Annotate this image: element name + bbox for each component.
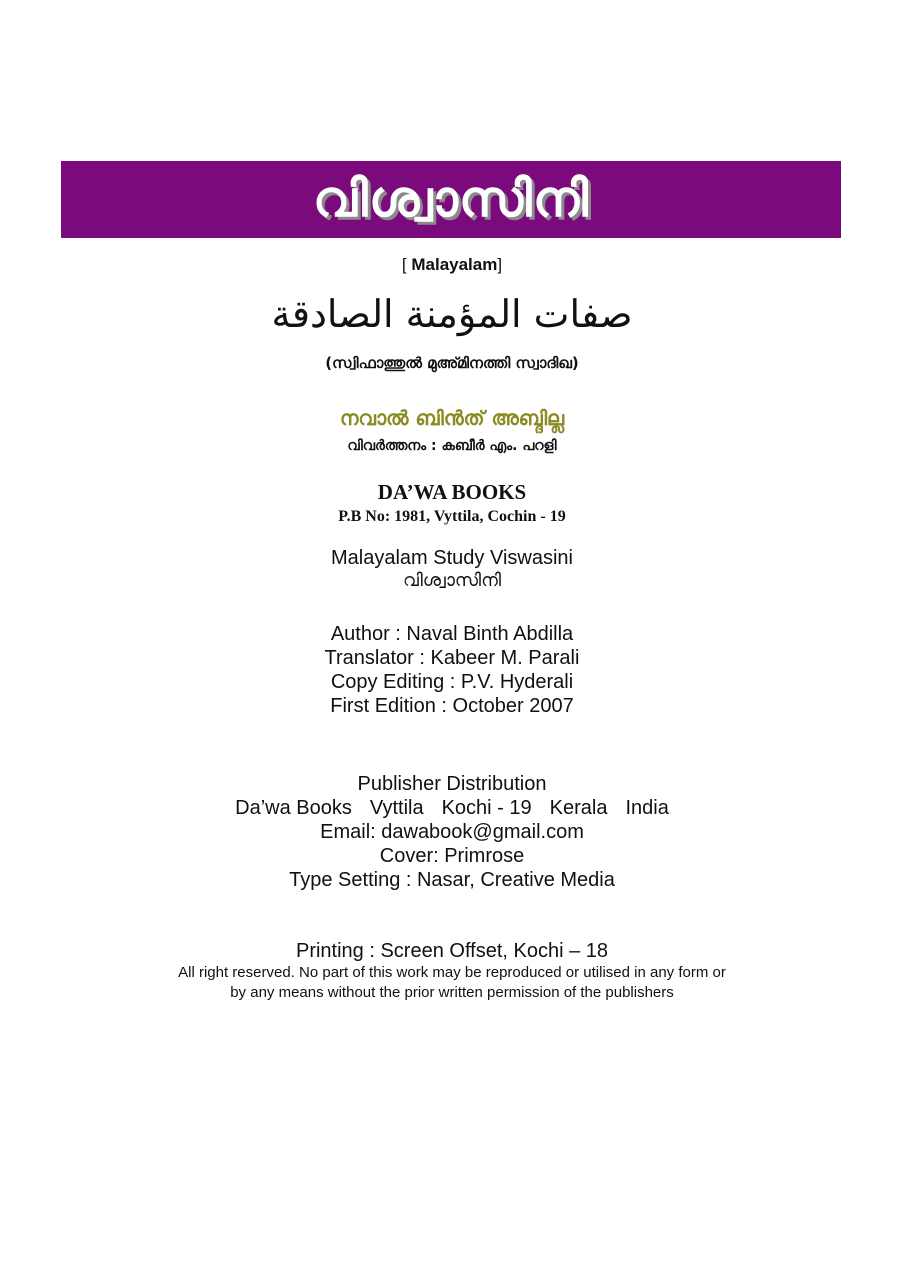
language-name: Malayalam — [411, 255, 498, 274]
transliteration: (സ്വിഫാത്തുൽ മുഅ്മിനത്തി സ്വാദിഖ) — [325, 354, 579, 372]
arabic-title: صفات المؤمنة الصادقة — [271, 292, 633, 336]
printing-info: Printing : Screen Offset, Kochi – 18 — [295, 940, 609, 962]
author-malayalam: നവാൽ ബിൻത് അബ്ദില്ല — [339, 406, 565, 430]
distribution-email: Email: dawabook@gmail.com — [320, 821, 584, 843]
title-banner — [61, 161, 841, 238]
study-title: Malayalam Study Viswasini — [331, 547, 573, 569]
address-part: Da’wa Books — [235, 797, 352, 819]
address-part: Kerala — [549, 797, 608, 819]
distribution-cover: Cover: Primrose — [379, 845, 525, 867]
address-part: Vyttila — [369, 797, 424, 819]
language-bracket-close: ] — [497, 255, 503, 274]
distribution-address — [0, 796, 904, 820]
publisher-address: P.B No: 1981, Vyttila, Cochin - 19 — [338, 508, 566, 525]
language-label — [0, 255, 904, 275]
credits-block — [0, 622, 904, 718]
banner-title: വിശ്വാസിനി — [312, 170, 590, 228]
language-bracket-open: [ — [401, 255, 412, 274]
translator-malayalam: വിവർത്തനം : കബീർ എം. പറളി — [347, 438, 557, 454]
publisher-name: DA’WA BOOKS — [377, 480, 527, 504]
distribution-heading: Publisher Distribution — [357, 773, 547, 795]
credit-first-edition: First Edition : October 2007 — [330, 695, 574, 717]
credit-author: Author : Naval Binth Abdilla — [330, 623, 574, 645]
rights-line: All right reserved. No part of this work may be reproduced or utilised in any form or — [178, 964, 726, 981]
title-malayalam: വിശ്വാസിനി — [403, 570, 501, 591]
rights-line: by any means without the prior written permission of the publishers — [230, 984, 674, 1001]
credit-copy-editing: Copy Editing : P.V. Hyderali — [330, 671, 574, 693]
distribution-block — [0, 772, 904, 892]
distribution-typesetting: Type Setting : Nasar, Creative Media — [289, 869, 615, 891]
credit-translator: Translator : Kabeer M. Parali — [324, 647, 580, 669]
address-part: Kochi - 19 — [441, 797, 532, 819]
address-part: India — [625, 797, 669, 819]
rights-notice — [0, 963, 904, 1003]
